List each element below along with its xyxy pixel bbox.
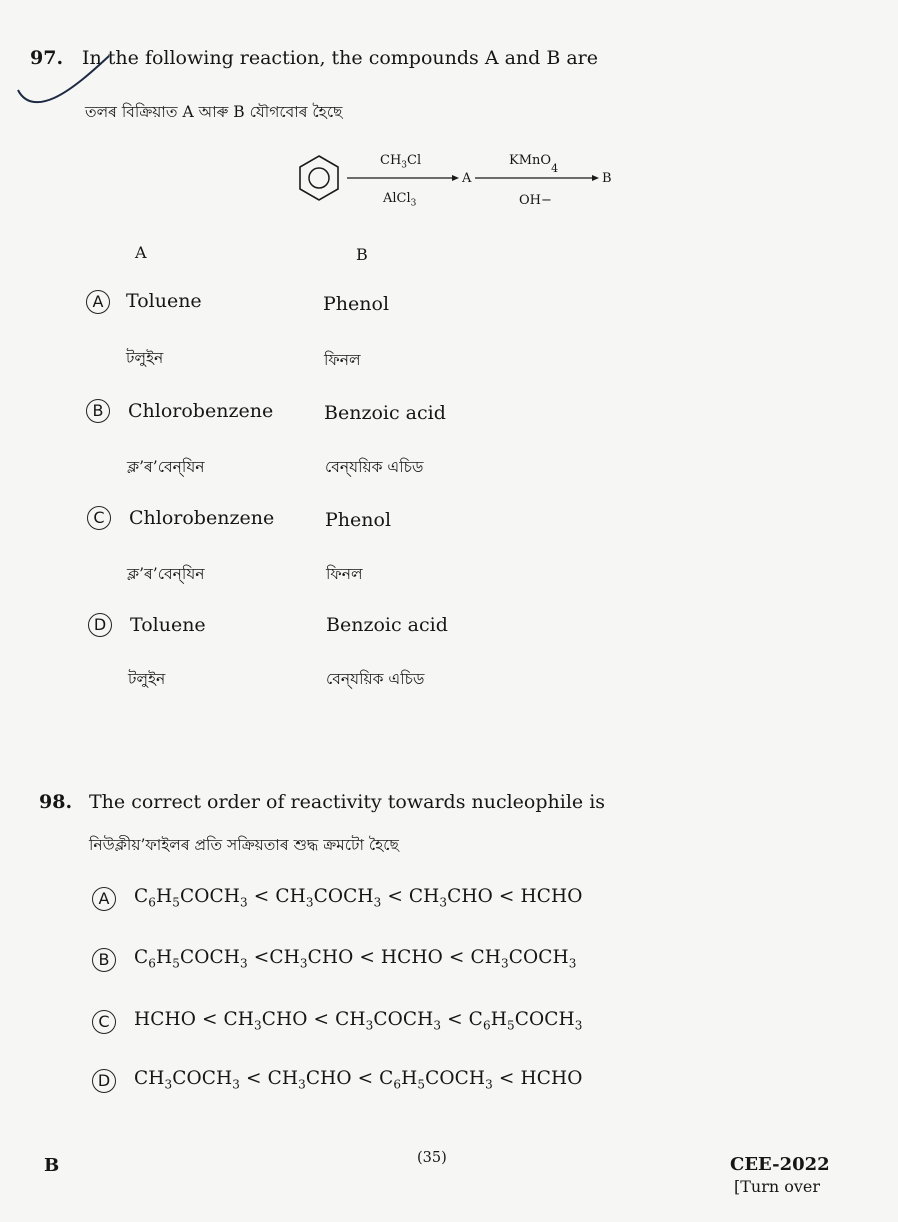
q98-option-letter-b: B <box>92 948 116 972</box>
page-number: (35) <box>417 1150 447 1166</box>
question-number-98: 98. <box>39 791 73 813</box>
option-d-compound-b-en: Benzoic acid <box>326 614 448 636</box>
option-letter-b: B <box>86 399 110 423</box>
option-d-compound-a-en: Toluene <box>130 614 206 636</box>
option-a-compound-b-en: Phenol <box>323 293 390 315</box>
reagent-1-bottom: AlCl$_3$ <box>383 191 417 209</box>
option-b-compound-b-en: Benzoic acid <box>324 402 446 424</box>
option-a-compound-b-bn: ফিনল <box>324 351 361 369</box>
option-c[interactable] <box>87 506 111 530</box>
intermediate-a: A <box>462 171 472 186</box>
option-c-compound-b-en: Phenol <box>325 509 392 531</box>
question-98-text-bn: নিউক্লীয়’ফাইলৰ প্ৰতি সক্ৰিয়তাৰ শুদ্ধ ক্ৰমটো হৈছে <box>89 836 399 854</box>
option-a-compound-a-bn: টলুইন <box>126 349 164 367</box>
question-number-97: 97. <box>30 47 64 69</box>
option-b[interactable] <box>86 399 110 423</box>
question-97-text-en: In the following reaction, the compounds A and B are <box>82 47 599 69</box>
reaction-scheme <box>292 150 622 220</box>
q98-option-b-text: $C_6H_5COCH_3 <CH_3CHO$ < HCHO < $CH_3COCH_3$ <box>134 947 577 971</box>
turn-over-note: [Turn over <box>734 1177 821 1196</box>
q98-option-d[interactable] <box>92 1069 116 1093</box>
option-b-compound-a-bn: ক্ল’ৰ’বেন্‌যিন <box>127 458 205 476</box>
reagent-2-bottom: OH− <box>519 193 552 208</box>
option-c-compound-b-bn: ফিনল <box>326 565 363 583</box>
reagent-1-top: $CH_3Cl$ <box>380 153 422 171</box>
option-letter-d: D <box>88 613 112 637</box>
benzene-ring-icon <box>300 156 338 200</box>
q98-option-letter-a: A <box>92 887 116 911</box>
option-d[interactable] <box>88 613 112 637</box>
q98-option-d-text: $CH_3COCH_3 < CH_3CHO$ < $C_6H_5COCH_3$ < HCHO <box>134 1068 583 1092</box>
q98-option-a[interactable] <box>92 887 116 911</box>
reagent-2-top: KMnO$_4$ <box>509 153 559 175</box>
option-a-compound-a-en: Toluene <box>126 290 202 312</box>
q98-option-letter-c: C <box>92 1010 116 1034</box>
option-letter-a: A <box>86 290 110 314</box>
option-b-compound-b-bn: বেন্‌যয়িক এচিড <box>325 458 424 476</box>
product-b: B <box>602 171 612 186</box>
question-97-text-bn: তলৰ বিক্ৰিয়াত A আৰু B যৌগবোৰ হৈছে <box>85 103 343 121</box>
option-a[interactable] <box>86 290 110 314</box>
q98-option-b[interactable] <box>92 948 116 972</box>
q98-option-c[interactable] <box>92 1010 116 1034</box>
q98-option-a-text: $C_6H_5COCH_3$ < $CH_3COCH_3 < CH_3CHO$ < HCHO <box>134 886 583 910</box>
option-b-compound-a-en: Chlorobenzene <box>128 400 274 422</box>
set-code: B <box>44 1155 60 1176</box>
column-header-b: B <box>356 245 368 264</box>
option-d-compound-a-bn: টলুইন <box>128 670 166 688</box>
option-c-compound-a-en: Chlorobenzene <box>129 507 275 529</box>
option-letter-c: C <box>87 506 111 530</box>
question-98-text-en: The correct order of reactivity towards nucleophile is <box>89 791 606 813</box>
q98-option-c-text: HCHO < $CH_3CHO$ < $CH_3COCH_3$ < $C_6H_5COCH_3$ <box>134 1009 583 1033</box>
column-header-a: A <box>135 243 147 262</box>
exam-code: CEE-2022 <box>730 1154 830 1175</box>
option-d-compound-b-bn: বেন্‌যয়িক এচিড <box>326 670 425 688</box>
q98-option-letter-d: D <box>92 1069 116 1093</box>
option-c-compound-a-bn: ক্ল’ৰ’বেন্‌যিন <box>127 565 205 583</box>
